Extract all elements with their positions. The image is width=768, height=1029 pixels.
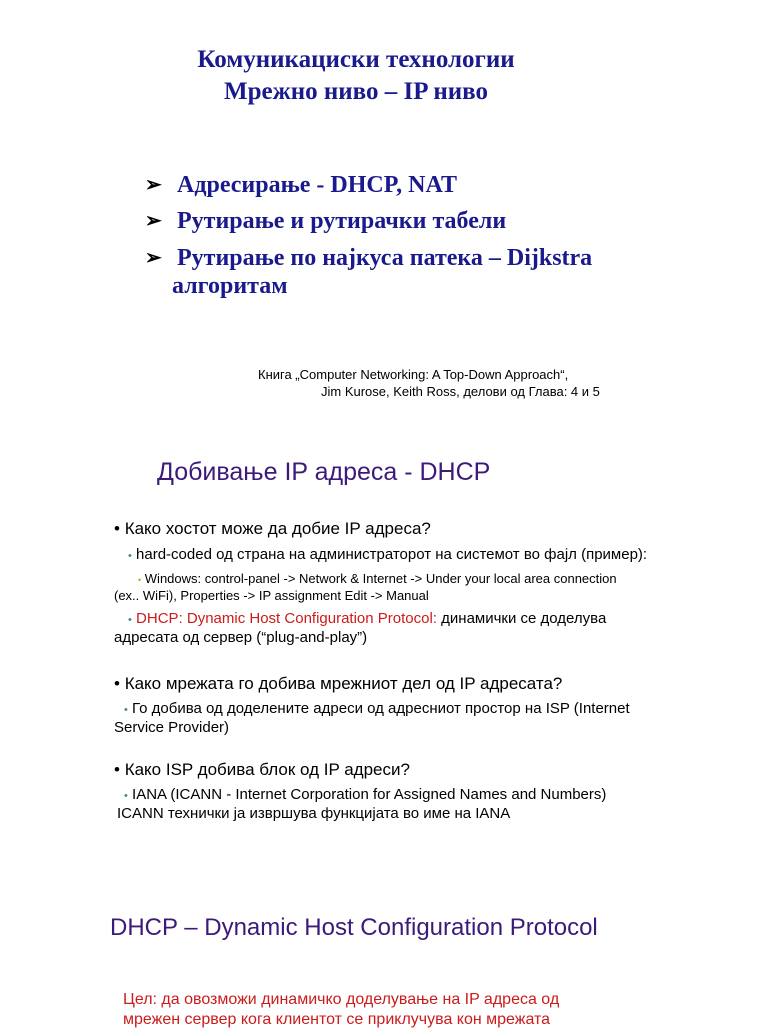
question-text: Како хостот може да добие IP адреса? [124, 519, 431, 538]
bullet-text: Рутирање по најкуса патека – Dijkstra [177, 245, 593, 271]
slide1-bullet-dijkstra-cont: алгоритам [172, 273, 288, 299]
bullet-icon: • [128, 550, 132, 562]
answer-hard-coded [128, 545, 647, 566]
bullet-icon: • [128, 614, 132, 626]
answer-iana-line1 [124, 785, 606, 806]
answer-iana-line2: ICANN технички ја извршува функцијата во име на IANA [117, 805, 511, 822]
answer-dhcp [128, 609, 606, 630]
answer-text: hard-coded од страна на администраторот на системот во фајл (пример): [136, 546, 648, 563]
slide3-title: DHCP – Dynamic Host Configuration Protocol [110, 914, 598, 941]
reference-line1: Книга „Computer Networking: A Top-Down Approach“, [258, 367, 569, 382]
slide1-title-line2: Мрежно ниво – IP ниво [223, 78, 489, 105]
answer-text: IANA (ICANN - Internet Corporation for Assigned Names and Numbers) [132, 786, 607, 803]
answer-text: динамички се доделува [436, 610, 607, 627]
answer-isp-line1 [124, 699, 630, 720]
answer-windows-path-line2: (ex.. WiFi), Properties -> IP assignment Edit -> Manual [114, 588, 429, 603]
bullet-text: Адресирање - DHCP, NAT [177, 172, 458, 198]
bullet-text: Рутирање и рутирачки табели [177, 208, 507, 234]
slide3-goal-line2: мрежен сервер кога клиентот се приклучува кон мрежата [123, 1011, 551, 1028]
slide1-title-line1: Комуникациски технологии [197, 46, 515, 73]
arrow-bullet-icon: ➢ [145, 210, 162, 232]
answer-dhcp-line2: адресата од сервер (“plug-and-play”) [114, 629, 368, 646]
answer-text: Го добива од доделените адреси од адресниот простор на ISP (Internet [132, 700, 630, 717]
arrow-bullet-icon: ➢ [145, 247, 162, 269]
question-text: Како ISP добива блок од IP адреси? [124, 760, 410, 779]
slide1-bullet-addressing [145, 170, 457, 200]
question-isp-block [114, 759, 410, 781]
slide2-title: Добивање IP адреса - DHCP [157, 458, 491, 486]
dhcp-highlight: DHCP: Dynamic Host Configuration Protocol: [136, 610, 437, 627]
question-network-part [114, 673, 562, 695]
bullet-icon: • [124, 790, 128, 802]
bullet-icon: • [124, 704, 128, 716]
question-host-ip [114, 518, 431, 540]
reference-line2: Jim Kurose, Keith Ross, делови од Глава: 4 и 5 [321, 384, 600, 399]
slide1-bullet-dijkstra [145, 243, 592, 273]
bullet-icon: • [114, 519, 120, 538]
bullet-icon: • [114, 674, 120, 693]
slide1-bullet-routing-tables [145, 206, 506, 236]
question-text: Како мрежата го добива мрежниот дел од IP адресата? [124, 674, 563, 693]
arrow-bullet-icon: ➢ [145, 174, 162, 196]
bullet-icon: • [138, 575, 142, 585]
slide3-goal-line1: Цел: да овозможи динамичко доделување на IP адреса од [123, 991, 560, 1008]
answer-text: Windows: control-panel -> Network & Internet -> Under your local area connection [144, 571, 617, 586]
bullet-icon: • [114, 760, 120, 779]
answer-isp-line2: Service Provider) [114, 719, 230, 736]
